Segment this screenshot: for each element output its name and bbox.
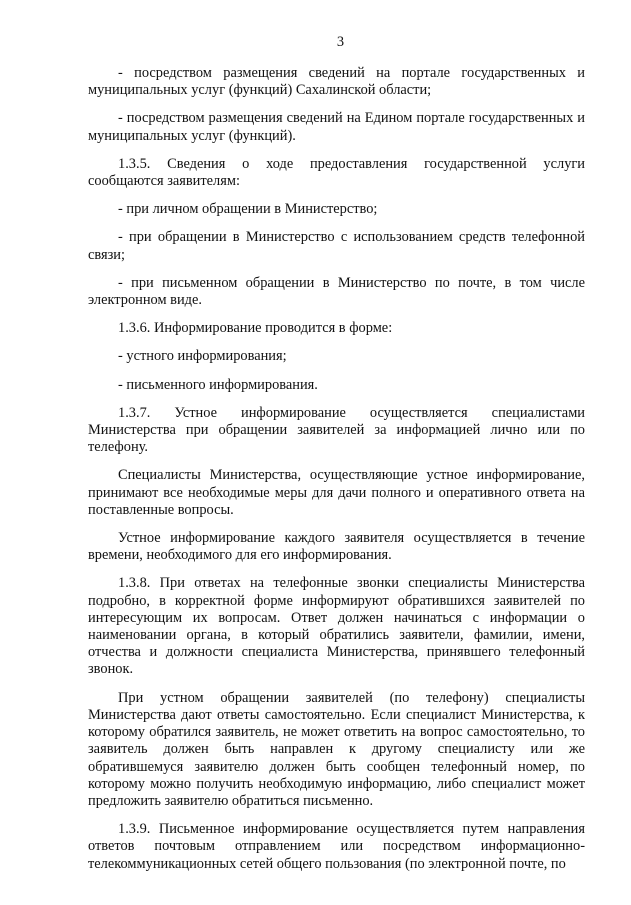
paragraph-1-3-6: 1.3.6. Информирование проводится в форме: [118, 320, 393, 337]
paragraph-written-appeal: - при письменном обращении в Министерство по почте, в том числе электронном виде. [88, 274, 585, 309]
paragraph-portal-sakhalin: - посредством размещения сведений на портале государственных и муниципальных услуг (функций) Сахалинской области; [88, 65, 585, 99]
paragraph-unified-portal: - посредством размещения сведений на Едином портале государственных и муниципальных услуг (функций). [88, 110, 585, 144]
paragraph-1-3-7: 1.3.7. Устное информирование осуществляется специалистами Министерства при обращении заявителей за информацией лично или по телефону. [88, 404, 585, 456]
paragraph-oral-informing: - устного информирования; [118, 348, 287, 365]
paragraph-oral-duration: Устное информирование каждого заявителя осуществляется в течение времени, необходимого для его информирования. [88, 530, 585, 564]
paragraph-specialists-measures: Специалисты Министерства, осуществляющие устное информирование, принимают все необходимые меры для дачи полного и оперативного ответа на поставленные вопросы. [88, 467, 585, 518]
paragraph-oral-phone-answers: При устном обращении заявителей (по телефону) специалисты Министерства дают ответы самостоятельно. Если специалист Министерства, к которому обратился заявитель, не может ответить на вопрос самостоятельно, то заявитель должен быть направлен к другому специалисту или же обратившемуся заявителю должен быть сообщен телефонный номер, по которому можно получить необходимую информацию, либо специалист может предложить заявителю обратиться письменно. [88, 689, 585, 809]
paragraph-personal-appeal: - при личном обращении в Министерство; [118, 201, 378, 218]
paragraph-1-3-8: 1.3.8. При ответах на телефонные звонки специалисты Министерства подробно, в корректной форме информируют обратившихся заявителей по интересующим их вопросам. Ответ должен начинаться с информации о наименовании органа, в который обратились заявители, фамилии, имени, отчества и должности специалиста Министерства, принявшего телефонный звонок. [88, 575, 585, 678]
paragraph-phone-appeal: - при обращении в Министерство с использованием средств телефонной связи; [88, 229, 585, 263]
paragraph-written-informing: - письменного информирования. [118, 376, 318, 393]
page-number: 3 [336, 34, 345, 50]
paragraph-1-3-5: 1.3.5. Сведения о ходе предоставления государственной услуги сообщаются заявителям: [88, 155, 585, 190]
paragraph-1-3-9: 1.3.9. Письменное информирование осуществляется путем направления ответов почтовым отправлением или посредством информационно-телекоммуникационных сетей общего пользования (по электронной почте, по [88, 821, 585, 872]
